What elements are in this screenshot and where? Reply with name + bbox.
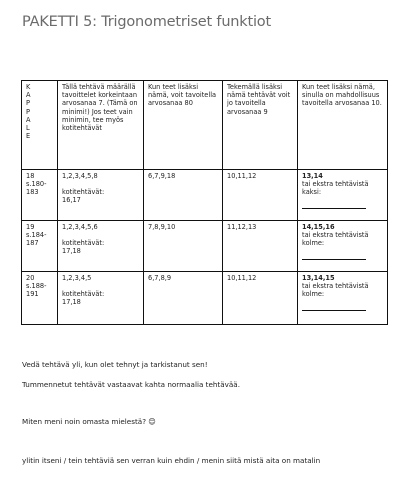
answer-line [302,310,366,311]
table-header-row [22,81,388,170]
chapter-header-letter: P [26,107,30,116]
bold-tasks: 13,14,15 [302,274,335,282]
minimum-cell [58,221,144,272]
table-row [22,221,388,272]
grade8-cell: 6,7,8,9 [144,272,223,325]
task-table [21,80,388,325]
chapter-number: 18 [26,172,35,180]
chapter-pages: s.184-187 [26,231,47,248]
bold-explanation-text: Tummennetut tehtävät vastaavat kahta normaalia tehtävää. [22,380,240,389]
chapter-header-letter: A [26,115,31,124]
extra-tasks-text: tai ekstra tehtävistä kolme: [302,231,369,248]
homework-label: kotitehtävät: [62,239,105,248]
bold-tasks: 14,15,16 [302,223,335,231]
grade9-cell: 10,11,12 [223,170,298,221]
reflection-question: Miten meni noin omasta mielestä? 😊 [22,417,156,426]
grade9-header-cell: Tekemällä lisäksi nämä tehtävät voit jo tavoitella arvosanaa 9 [223,81,298,170]
minimum-header-cell: Tällä tehtävä määrällä tavoittelet korkeintaan arvosanaa 7. (Tämä on minimi!) Jos teet vain minimin, tee myös kotitehtävät [58,81,144,170]
homework-tasks: 17,18 [62,298,81,307]
chapter-pages: s.180-183 [26,180,47,197]
chapter-cell [22,170,58,221]
table-row [22,272,388,325]
chapter-header-letter: P [26,99,30,108]
grade10-cell [298,272,388,325]
chapter-header-letter: L [26,124,30,133]
grade9-cell: 11,12,13 [223,221,298,272]
answer-line [302,208,366,209]
extra-tasks-text: tai ekstra tehtävistä kolme: [302,282,369,299]
extra-tasks-text: tai ekstra tehtävistä kaksi: [302,180,369,197]
homework-tasks: 17,18 [62,247,81,256]
chapter-header-cell [22,81,58,170]
answer-line [302,259,366,260]
chapter-number: 19 [26,223,35,231]
homework-label: kotitehtävät: [62,188,105,197]
page-title: PAKETTI 5: Trigonometriset funktiot [22,14,271,30]
chapter-pages: s.188-191 [26,282,47,299]
chapter-cell [22,221,58,272]
minimum-cell [58,170,144,221]
homework-label: kotitehtävät: [62,290,105,299]
chapter-header-letter: K [26,83,31,91]
reflection-options: ylitin itseni / tein tehtäviä sen verran kuin ehdin / menin siitä mistä aita on matalin [22,456,321,465]
minimum-tasks: 1,2,3,4,5,6 [62,223,98,231]
bold-tasks: 13,14 [302,172,323,180]
grade8-cell: 7,8,9,10 [144,221,223,272]
grade8-cell: 6,7,9,18 [144,170,223,221]
homework-tasks: 16,17 [62,196,81,205]
grade10-cell [298,221,388,272]
grade8-header-cell: Kun teet lisäksi nämä, voit tavoitella arvosanaa 80 [144,81,223,170]
grade10-cell [298,170,388,221]
chapter-number: 20 [26,274,35,282]
grade10-header-cell: Kun teet lisäksi nämä, sinulla on mahdollisuus tavoitella arvosanaa 10. [298,81,388,170]
table-row [22,170,388,221]
minimum-cell [58,272,144,325]
minimum-tasks: 1,2,3,4,5,8 [62,172,98,180]
chapter-header-letter: A [26,91,31,100]
minimum-tasks: 1,2,3,4,5 [62,274,92,282]
grade9-cell: 10,11,12 [223,272,298,325]
chapter-header-letter: E [26,132,31,141]
chapter-cell [22,272,58,325]
instruction-text: Vedä tehtävä yli, kun olet tehnyt ja tarkistanut sen! [22,360,208,369]
